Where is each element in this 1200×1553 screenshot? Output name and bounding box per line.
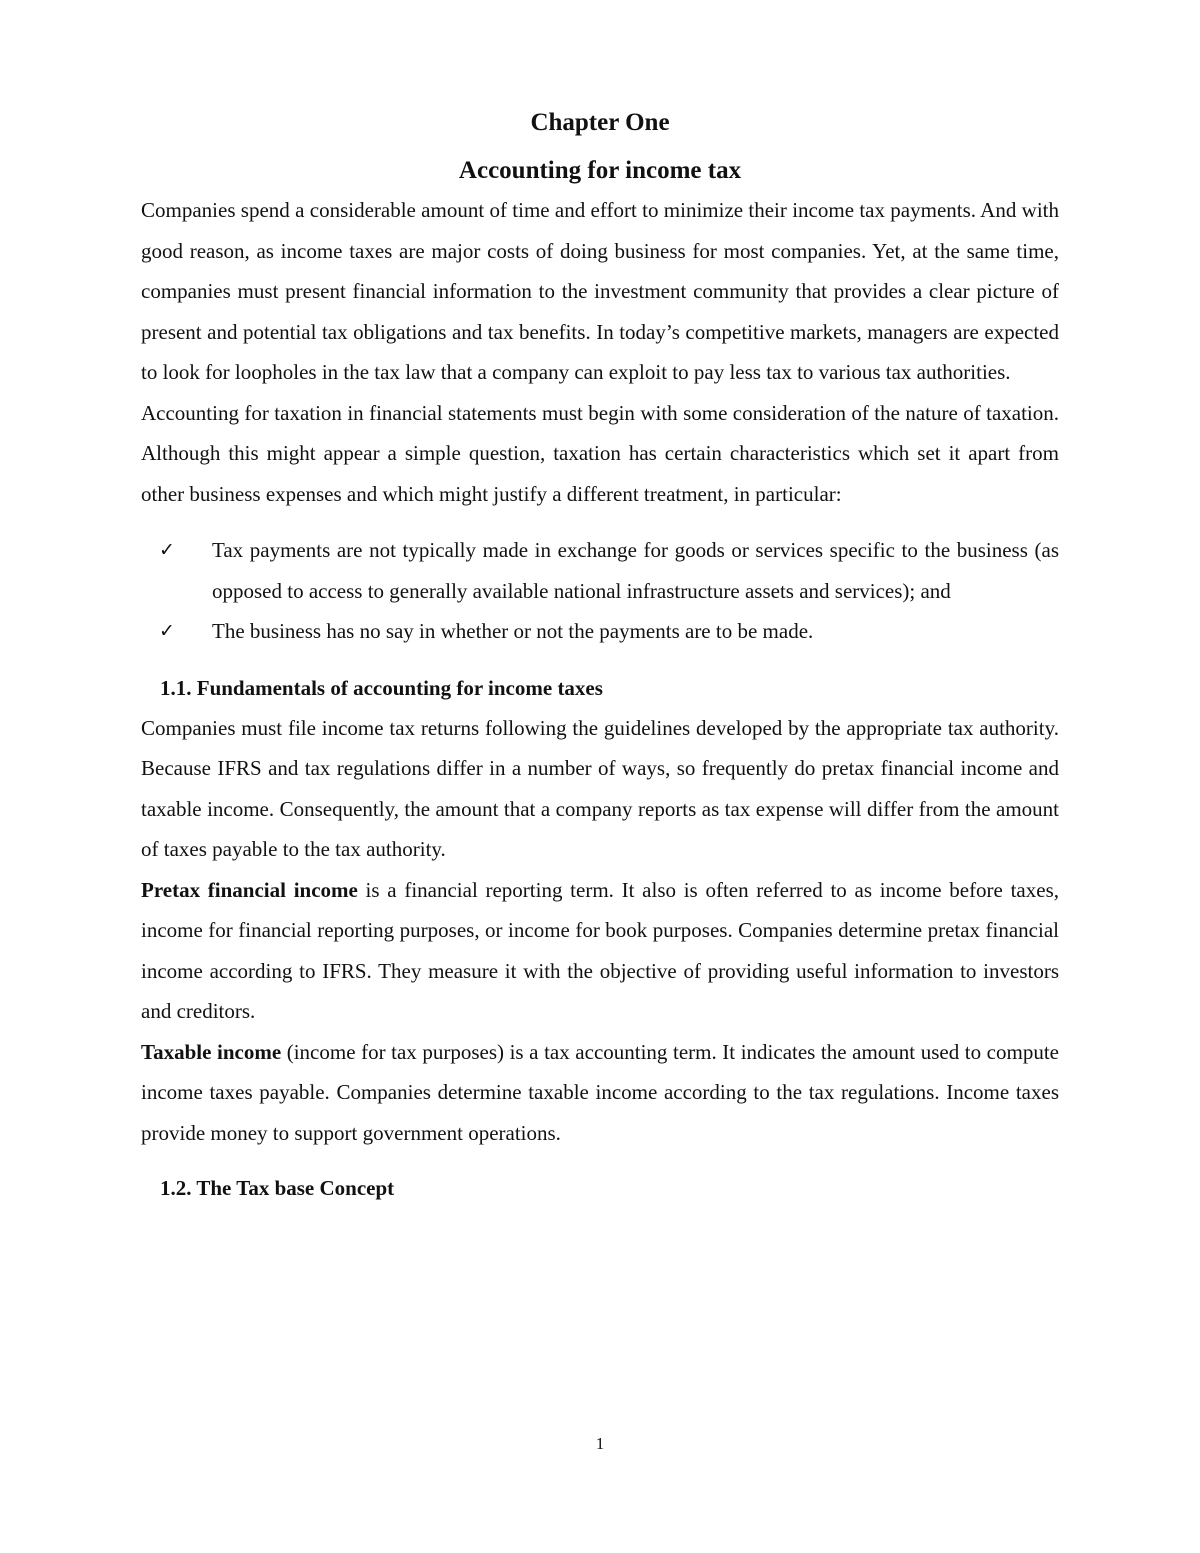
intro-paragraph: Companies spend a considerable amount of time and effort to minimize their income tax payments. And with good reason, as income taxes are major costs of doing business for most companies. Yet, at the same time, companies must present financial information to the investment community that provides a clear picture of present and potential tax obligations and tax benefits. In today’s competitive markets, managers are expected to look for loopholes in the tax law that a company can exploit to pay less tax to various tax authorities. (141, 198, 1059, 384)
checkmark-icon: ✓ (159, 539, 175, 561)
list-item-text: The business has no say in whether or not the payments are to be made. (212, 619, 814, 643)
section-heading-1-2: 1.2. The Tax base Concept (160, 1176, 395, 1200)
taxable-income-term: Taxable income (141, 1039, 282, 1064)
pretax-income-paragraph (141, 870, 1059, 1032)
pretax-income-term: Pretax financial income (141, 877, 358, 902)
fundamentals-paragraph: Companies must file income tax returns following the guidelines developed by the appropriate tax authority. Because IFRS and tax regulations differ in a number of ways, so frequently do pretax financial income and taxable income. Consequently, the amount that a company reports as tax expense will differ from the amount of taxes payable to the tax authority. (141, 715, 1059, 861)
chapter-title: Chapter One (530, 109, 670, 136)
checkmark-icon: ✓ (159, 620, 175, 642)
section-heading-1-1: 1.1. Fundamentals of accounting for income taxes (160, 675, 603, 700)
list-item (141, 611, 1059, 652)
taxable-income-paragraph (141, 1032, 1059, 1154)
list-item-text: Tax payments are not typically made in exchange for goods or services specific to the business (as opposed to access to generally available national infrastructure assets and services); and (212, 538, 1059, 603)
characteristics-list (141, 530, 1059, 652)
pretax-income-text: is a financial reporting term. It also is often referred to as income before taxes, income for financial reporting purposes, or income for book purposes. Companies determine pretax financial income according to IFRS. They measure it with the objective of providing useful information to investors and creditors. (141, 877, 1059, 1023)
document-title: Accounting for income tax (458, 157, 742, 184)
taxable-income-text: (income for tax purposes) is a tax accounting term. It indicates the amount used to compute income taxes payable. Companies determine taxable income according to the tax regulations. Income taxes provide money to support government operations. (141, 1039, 1059, 1145)
page-content (141, 104, 1059, 1208)
list-item (141, 530, 1059, 611)
nature-of-taxation-paragraph: Accounting for taxation in financial statements must begin with some consideration of the nature of taxation. Although this might appear a simple question, taxation has certain characteristics which set it apart from other business expenses and which might justify a different treatment, in particular: (141, 400, 1059, 506)
page-number: 1 (595, 1434, 605, 1453)
